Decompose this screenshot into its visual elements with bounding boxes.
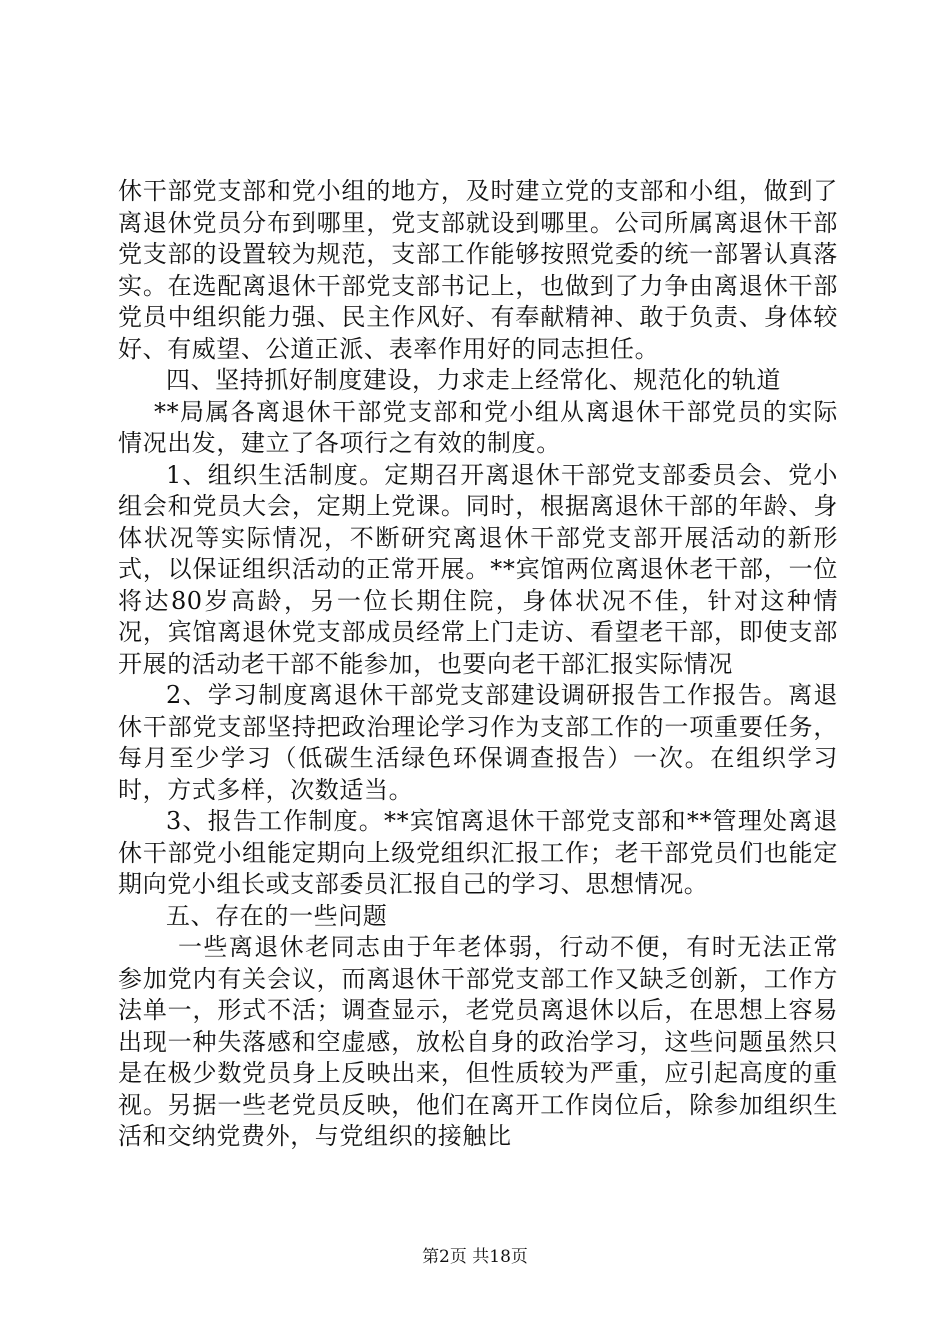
paragraph-study-system: 2、学习制度离退休干部党支部建设调研报告工作报告。离退休干部党支部坚持把政治理论学习作为支部工作的一项重要任务，每月至少学习（低碳生活绿色环保调查报告）一次。在组织学习时，方式多样，次数适当。 [118,681,838,804]
document-body [118,176,838,1153]
page-number-footer: 第2页 共18页 [422,1247,528,1267]
paragraph-organization-life-system: 1、组织生活制度。定期召开离退休干部党支部委员会、党小组会和党员大会，定期上党课。同时，根据离退休干部的年龄、身体状况等实际情况，不断研究离退休干部党支部开展活动的新形式，以保证组织活动的正常开展。**宾馆两位离退休老干部，一位将达80岁高龄，另一位长期住院，身体状况不佳，针对这种情况，宾馆离退休党支部成员经常上门走访、看望老干部，即使支部开展的活动老干部不能参加，也要向老干部汇报实际情况 [118,460,838,678]
paragraph-section-four-heading: 四、坚持抓好制度建设，力求走上经常化、规范化的轨道 [166,366,781,394]
paragraph-8: 一些离退休老同志由于年老体弱，行动不便，有时无法正常参加党内有关会议，而离退休干部党支部工作又缺乏创新，工作方法单一，形式不活；调查显示，老党员离退休以后，在思想上容易出现一种失落感和空虚感，放松自身的政治学习，这些问题虽然只是在极少数党员身上反映出来，但性质较为严重，应引起高度的重视。另据一些老党员反映，他们在离开工作岗位后，除参加组织生活和交纳党费外，与党组织的接触比 [118,933,838,1150]
paragraph-report-work-system: 3、报告工作制度。**宾馆离退休干部党支部和**管理处离退休干部党小组能定期向上级党组织汇报工作；老干部党员们也能定期向党小组长或支部委员汇报自己的学习、思想情况。 [118,807,838,898]
paragraph-section-five-heading: 五、存在的一些问题 [166,901,388,930]
paragraph-3: **局属各离退休干部党支部和党小组从离退休干部党员的实际情况出发，建立了各项行之有效的制度。 [118,397,838,457]
paragraph-1: 休干部党支部和党小组的地方，及时建立党的支部和小组，做到了离退休党员分布到哪里，党支部就设到哪里。公司所属离退休干部党支部的设置较为规范，支部工作能够按照党委的统一部署认真落实。在选配离退休干部党支部书记上，也做到了力争由离退休干部党员中组织能力强、民主作风好、有奉献精神、敢于负责、身体较好、有威望、公道正派、表率作用好的同志担任。 [118,177,838,363]
